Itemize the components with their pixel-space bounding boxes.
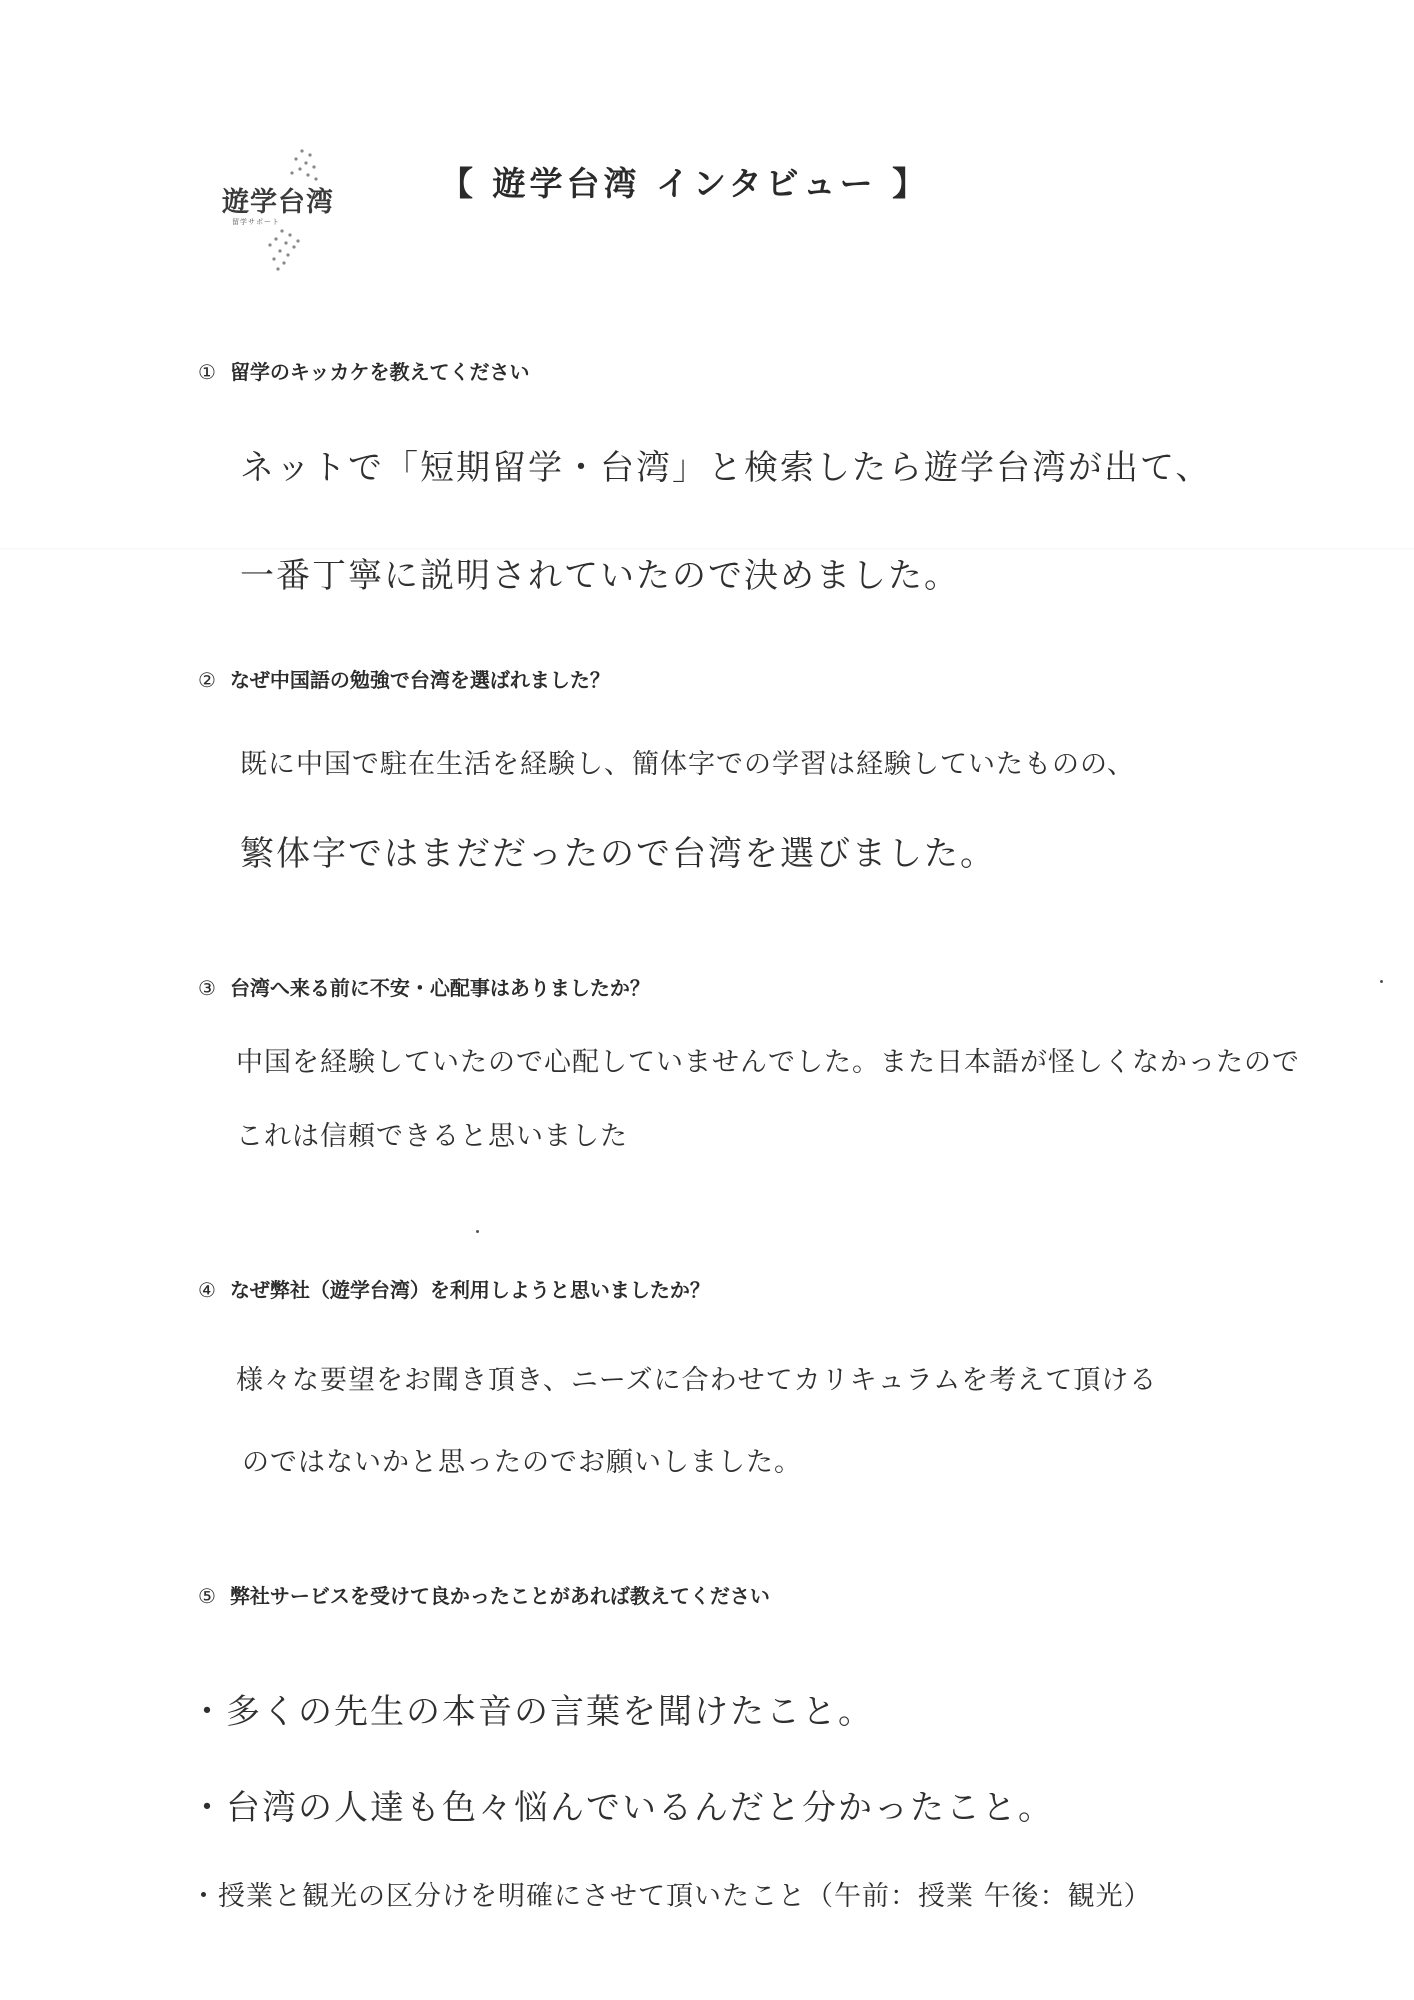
question-text: 弊社サービスを受けて良かったことがあれば教えてください xyxy=(229,1584,770,1608)
page-title: 【 遊学台湾 インタビュー 】 xyxy=(440,164,930,203)
question-number: ② xyxy=(198,668,216,692)
answer-2-line-1: 既に中国で駐在生活を経験し、簡体字での学習は経験していたものの、 xyxy=(240,749,1135,780)
question-text: なぜ弊社（遊学台湾）を利用しようと思いましたか？ xyxy=(229,1278,710,1302)
answer-3-line-2: これは信頼できると思いました xyxy=(236,1121,628,1152)
question-number: ④ xyxy=(198,1278,216,1302)
question-text: なぜ中国語の勉強で台湾を選ばれました？ xyxy=(229,668,610,692)
answer-5-line-1: ・多くの先生の本音の言葉を聞けたこと。 xyxy=(190,1692,874,1732)
answer-1-line-2: 一番丁寧に説明されていたので決めました。 xyxy=(240,556,960,596)
question-1 xyxy=(198,356,530,385)
scan-speck xyxy=(1380,980,1383,983)
answer-4-line-2: のではないかと思ったのでお願いしました。 xyxy=(242,1447,802,1478)
answer-2-line-2: 繁体字ではまだだったので台湾を選びました。 xyxy=(240,834,996,874)
answer-1-line-1: ネットで「短期留学・台湾」と検索したら遊学台湾が出て、 xyxy=(240,448,1212,488)
question-text: 留学のキッカケを教えてください xyxy=(229,360,530,384)
question-text: 台湾へ来る前に不安・心配事はありましたか？ xyxy=(229,976,650,1000)
question-4 xyxy=(198,1274,710,1303)
question-number: ⑤ xyxy=(198,1584,216,1608)
question-3 xyxy=(198,972,650,1001)
answer-4-line-1: 様々な要望をお聞き頂き、ニーズに合わせてカリキュラムを考えて頂ける xyxy=(236,1365,1158,1396)
answer-5-line-2: ・台湾の人達も色々悩んでいるんだと分かったこと。 xyxy=(190,1788,1054,1828)
answer-3-line-1: 中国を経験していたので心配していませんでした。また日本語が怪しくなかったので xyxy=(236,1047,1300,1078)
logo xyxy=(212,145,362,275)
question-number: ③ xyxy=(198,976,216,1000)
answer-5-line-3: ・授業と観光の区分けを明確にさせて頂いたこと（午前：授業 午後：観光） xyxy=(190,1881,1152,1912)
logo-name: 遊学台湾 xyxy=(222,187,334,218)
logo-subtitle: 留学サポート xyxy=(232,218,280,226)
question-number: ① xyxy=(198,360,216,384)
scan-speck xyxy=(476,1230,479,1233)
question-5 xyxy=(198,1580,770,1609)
question-2 xyxy=(198,664,610,693)
